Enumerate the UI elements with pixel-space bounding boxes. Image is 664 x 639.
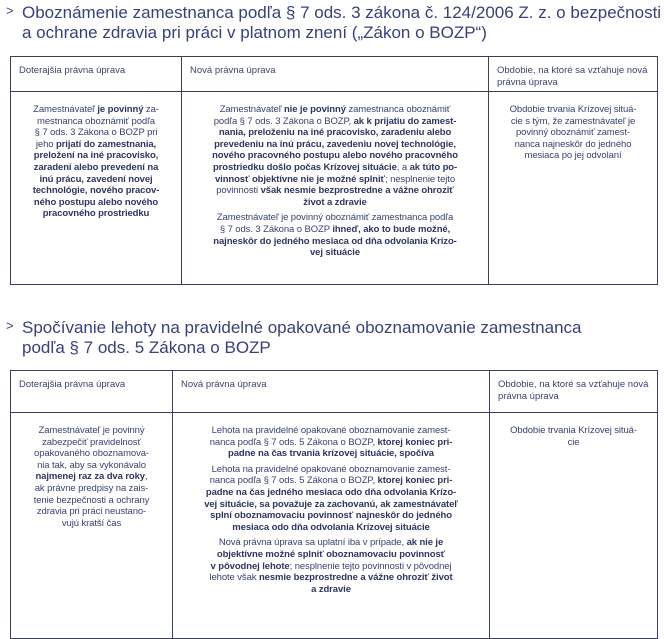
new-law-text xyxy=(182,92,488,259)
section1-title xyxy=(6,3,662,43)
table-header-row xyxy=(11,371,658,413)
header-new-law: Nová právna úprava xyxy=(181,379,267,390)
section1-title-line2: a ochrane zdravia pri práci v platnom znení („Zákon o BOZP“) xyxy=(22,23,487,42)
table-header-row xyxy=(11,57,658,92)
new-law-paragraph: Lehota na pravidelné opakované oboznamovanie zamest- nanca podľa § 7 ods. 5 Zákona o BOZP, ktorej koniec pri- padne na čas jedného mesiaca odo dňa odvolania Krízo- vej situácie, sa považuje za zachovanú, ak zamestnávateľ splní oboznamovaciu povinnosť najneskôr do jedného mesiaca odo dňa odvolania Krízovej situácie xyxy=(204,463,458,533)
new-law-paragraph: Zamestnávateľ nie je povinný zamestnanca oboznámiť podľa § 7 ods. 3 Zákona o BOZP, ak k prijatiu do zamest- nania, preloženiu na iné pracovisko, zaradeniu alebo prevedeniu na inú prácu, zavedeniu novej technológie, nového pracovného postupu alebo nového pracovného prostriedku došlo počas Krízovej situácie, a ak túto po- vinnosť objektívne nie je možné splniť; nesplnenie tejto povinnosti však nesmie bezprostredne a vážne ohroziť život a zdravie xyxy=(212,104,458,208)
new-law-text xyxy=(173,413,489,595)
new-law-paragraph: Lehota na pravidelné opakované oboznamovanie zamest- nanca podľa § 7 ods. 5 Zákona o BOZP, ktorej koniec pri- padne na čas trvania krízovej situácie, spočíva xyxy=(209,425,453,460)
table-oboznamenie xyxy=(10,56,658,285)
section2-title-line2: podľa § 7 ods. 5 Zákona o BOZP xyxy=(22,338,271,357)
header-previous-law: Doterajšia právna úprava xyxy=(19,379,126,390)
previous-law-text: Zamestnávateľ je povinný za- mestnanca oboznámiť podľa § 7 ods. 3 Zákona o BOZP pri jeho prijatí do zamestnania, preložení na iné pracovisko, zaradení alebo prevedení na inú prácu, zavedení novej technológie, nového pracov- ného postupu alebo nového pracovného prostriedku xyxy=(32,104,160,220)
previous-law-text: Zamestnávateľ je povinný zabezpečiť pravidelnosť opakovaného oboznamova- nia tak, aby sa vykonávalo najmenej raz za dva roky, ak právne predpisy na zais- tenie bezpečnosti a ochrany zdravia pri práci neustano- vujú kratší čas xyxy=(33,425,150,529)
header-period: Obdobie, na ktoré sa vzťahuje nová právna úprava xyxy=(498,379,649,402)
table-row xyxy=(11,92,658,285)
caret-icon: > xyxy=(6,318,14,333)
new-law-paragraph: Nová právna úprava sa uplatní iba v prípade, ak nie je objektívne možné splniť oboznamovaciu povinnosť v pôvodnej lehote; nesplnenie tejto povinnosti v pôvodnej lehote však nesmie bezprostredne a vážne ohroziť život a zdravie xyxy=(209,537,453,595)
period-text: Obdobie trvania Krízovej situá- cie xyxy=(510,425,637,448)
header-new-law: Nová právna úprava xyxy=(190,65,276,76)
table-row xyxy=(11,413,658,639)
section1-title-line1: Oboznámenie zamestnanca podľa § 7 ods. 3 zákona č. 124/2006 Z. z. o bezpečnosti xyxy=(22,3,662,22)
section2-title xyxy=(6,318,582,358)
header-previous-law: Doterajšia právna úprava xyxy=(19,65,126,76)
caret-icon: > xyxy=(6,3,14,18)
table-spocivanie xyxy=(10,370,658,639)
period-text: Obdobie trvania Krízovej situá- cie s tým, že zamestnávateľ je povinný oboznámiť zamest- nanca najneskôr do jedného mesiaca po jej odvolaní xyxy=(509,104,637,162)
new-law-paragraph: Zamestnávateľ je povinný oboznámiť zamestnanca podľa § 7 ods. 3 Zákona o BOZP ihneď, ako to bude možné, najneskôr do jedného mesiaca od dňa odvolania Krízo- vej situácie xyxy=(213,212,457,259)
header-period: Obdobie, na ktoré sa vzťahuje nová právna úprava xyxy=(497,65,648,88)
section2-title-line1: Spočívanie lehoty na pravidelné opakované oboznamovanie zamestnanca xyxy=(22,318,582,337)
